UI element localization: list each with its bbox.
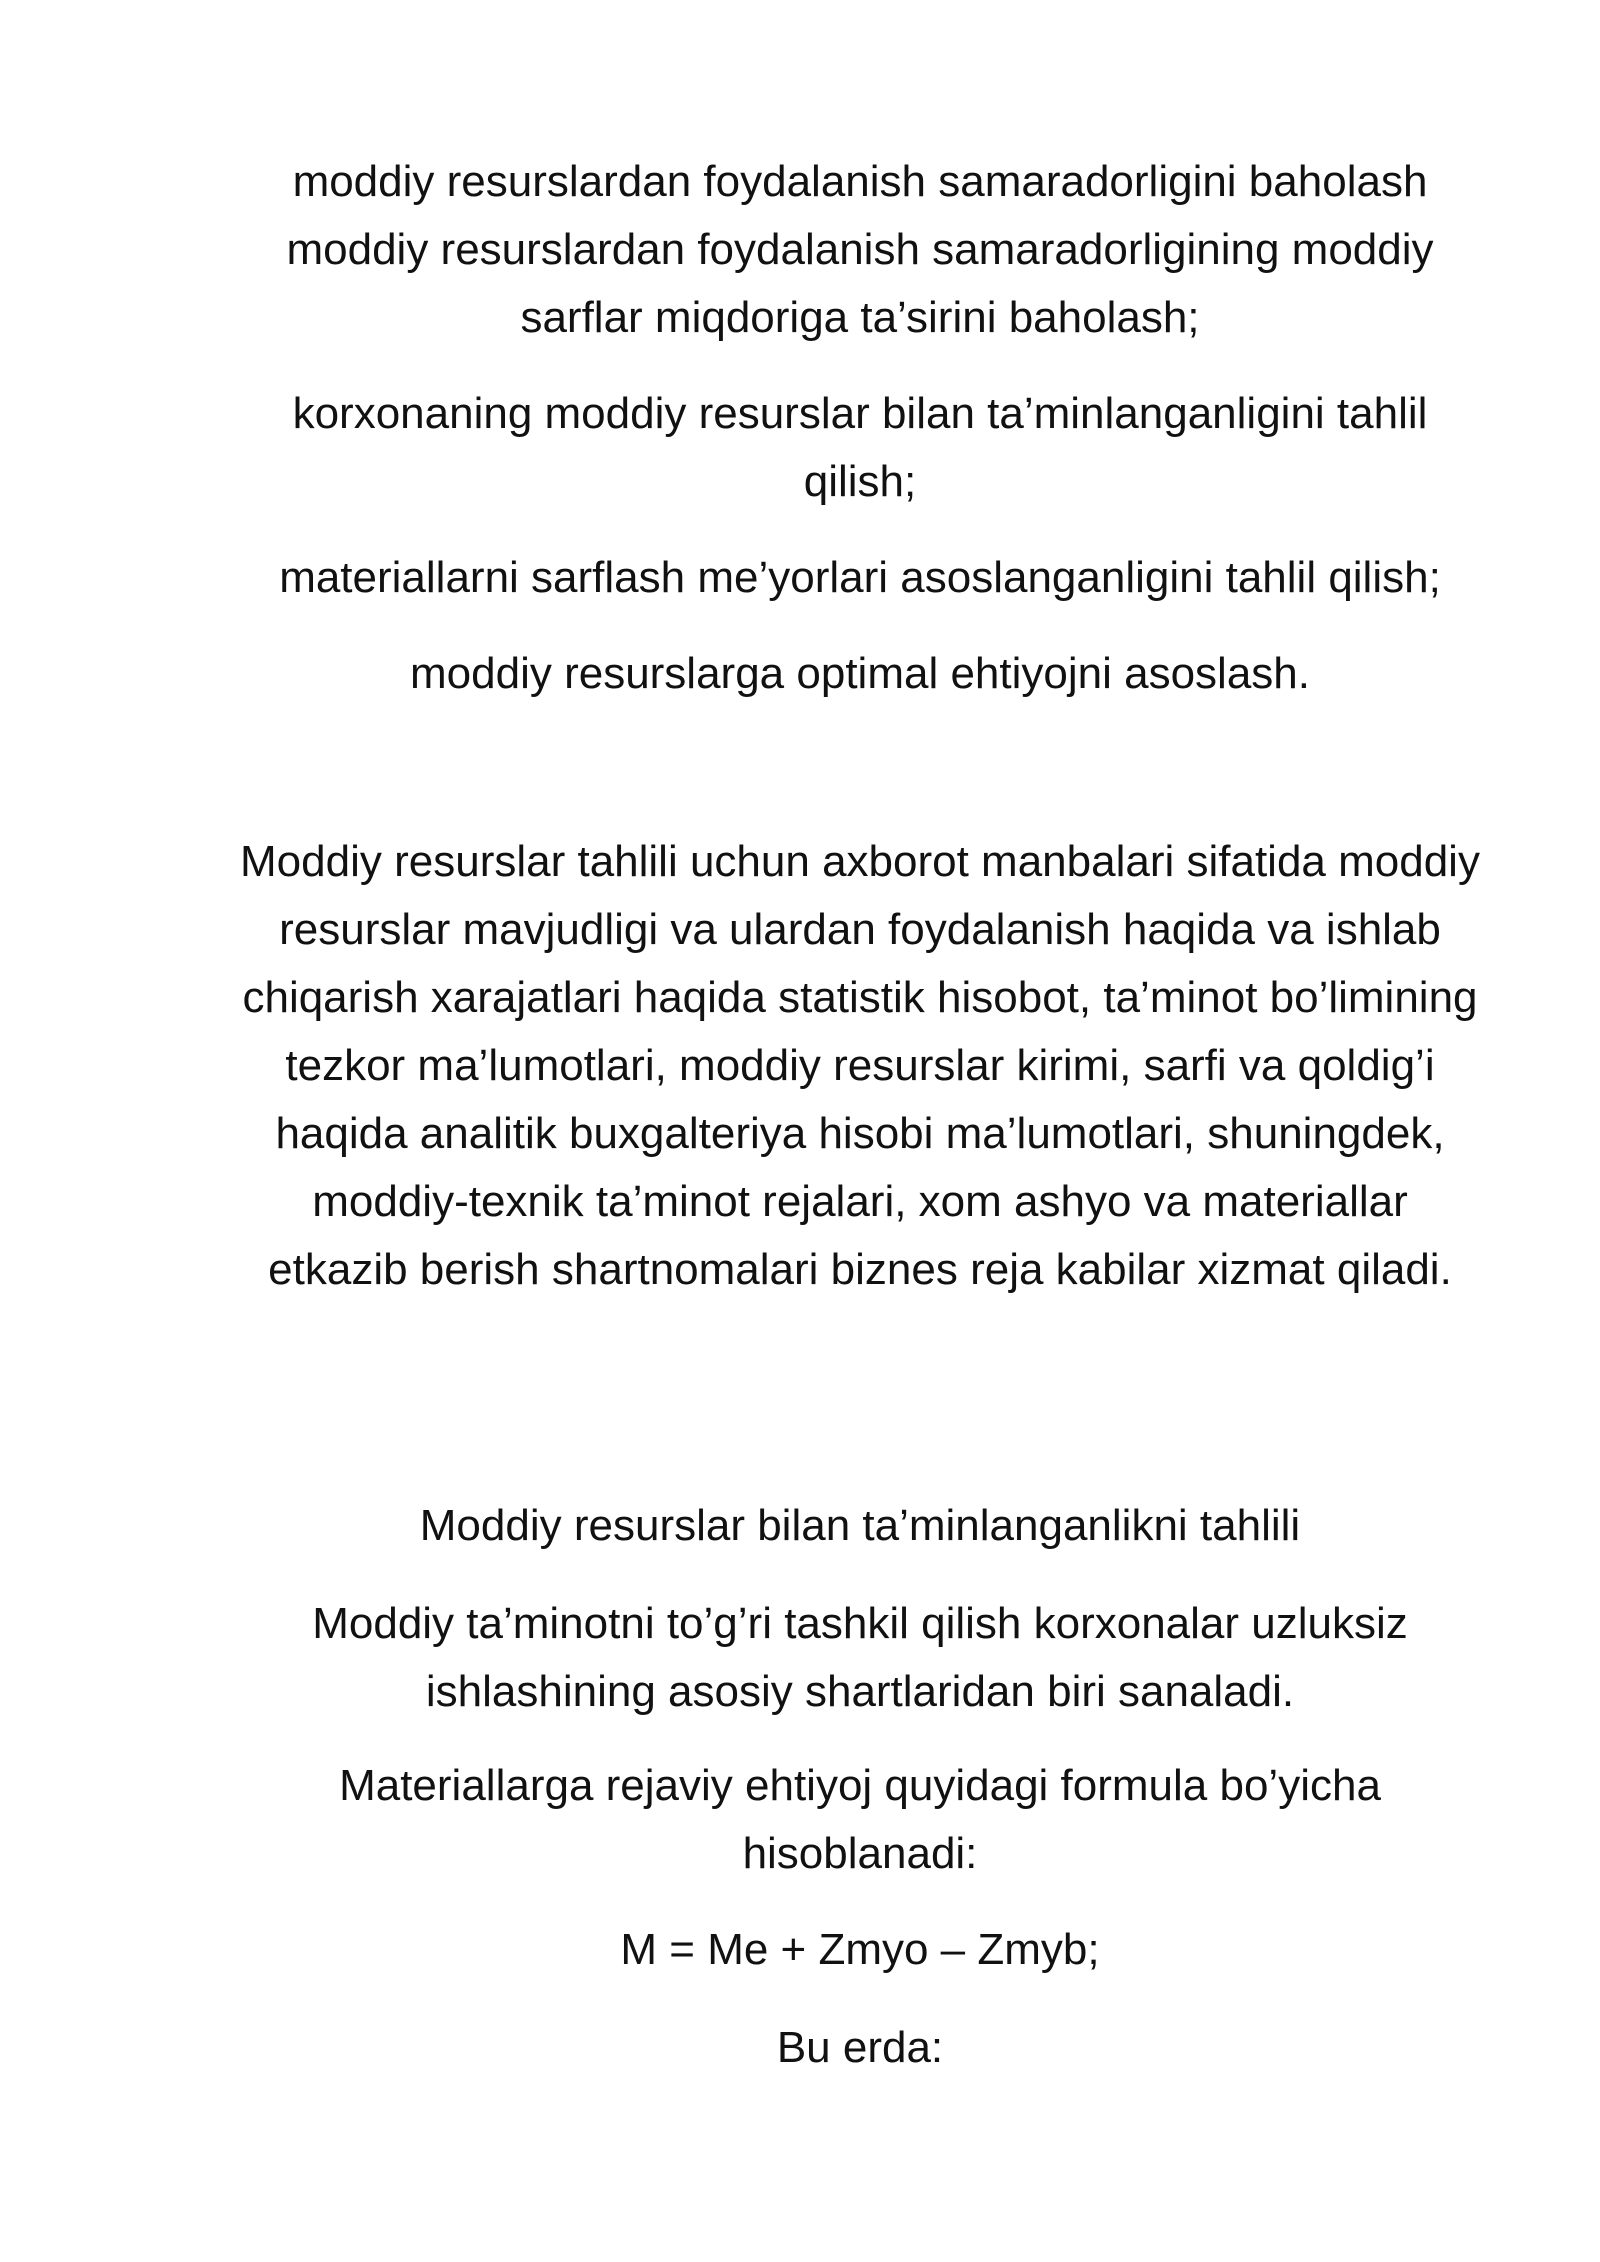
formula: M = Me + Zmyo – Zmyb; — [620, 1925, 1100, 1974]
paragraph-norms-analysis: materiallarni sarflash me’yorlari asoslanganligini tahlil qilish; — [279, 553, 1441, 602]
paragraph-optimal-need: moddiy resurslarga optimal ehtiyojni asoslash. — [410, 649, 1310, 698]
paragraph-supply-organization: Moddiy ta’minotni to’g’ri tashkil qilish korxonalar uzluksiz ishlashining asosiy shartlaridan biri sanaladi. — [312, 1599, 1408, 1716]
paragraph-supply-analysis: korxonaning moddiy resurslar bilan ta’minlanganligini tahlil qilish; — [292, 389, 1428, 506]
paragraph-information-sources: Moddiy resurslar tahlili uchun axborot manbalari sifatida moddiy resurslar mavjudligi va ulardan foydalanish haqida va ishlab chiqarish xarajatlari haqida statistik hisobot, ta’minot bo’limining tezkor ma’lumotlari, moddiy resurslar kirimi, sarfi va qoldig’i haqida analitik buxgalteriya hisobi ma’lumotlari, shuningdek, moddiy-texnik ta’minot rejalari, xom ashyo va materiallar etkazib berish shartnomalari biznes reja kabilar xizmat qiladi. — [240, 837, 1480, 1294]
paragraph-formula-intro: Materiallarga rejaviy ehtiyoj quyidagi formula bo’yicha hisoblanadi: — [339, 1761, 1381, 1878]
paragraph-efficiency-assessment: moddiy resurslardan foydalanish samaradorligini baholash moddiy resurslardan foydalanish samaradorligining moddiy sarflar miqdoriga ta’sirini baholash; — [286, 157, 1434, 342]
paragraph-where: Bu erda: — [776, 2023, 944, 2072]
document-page — [240, 0, 1480, 2262]
section-heading: Moddiy resurslar bilan ta’minlanganlikni tahlili — [419, 1501, 1301, 1550]
